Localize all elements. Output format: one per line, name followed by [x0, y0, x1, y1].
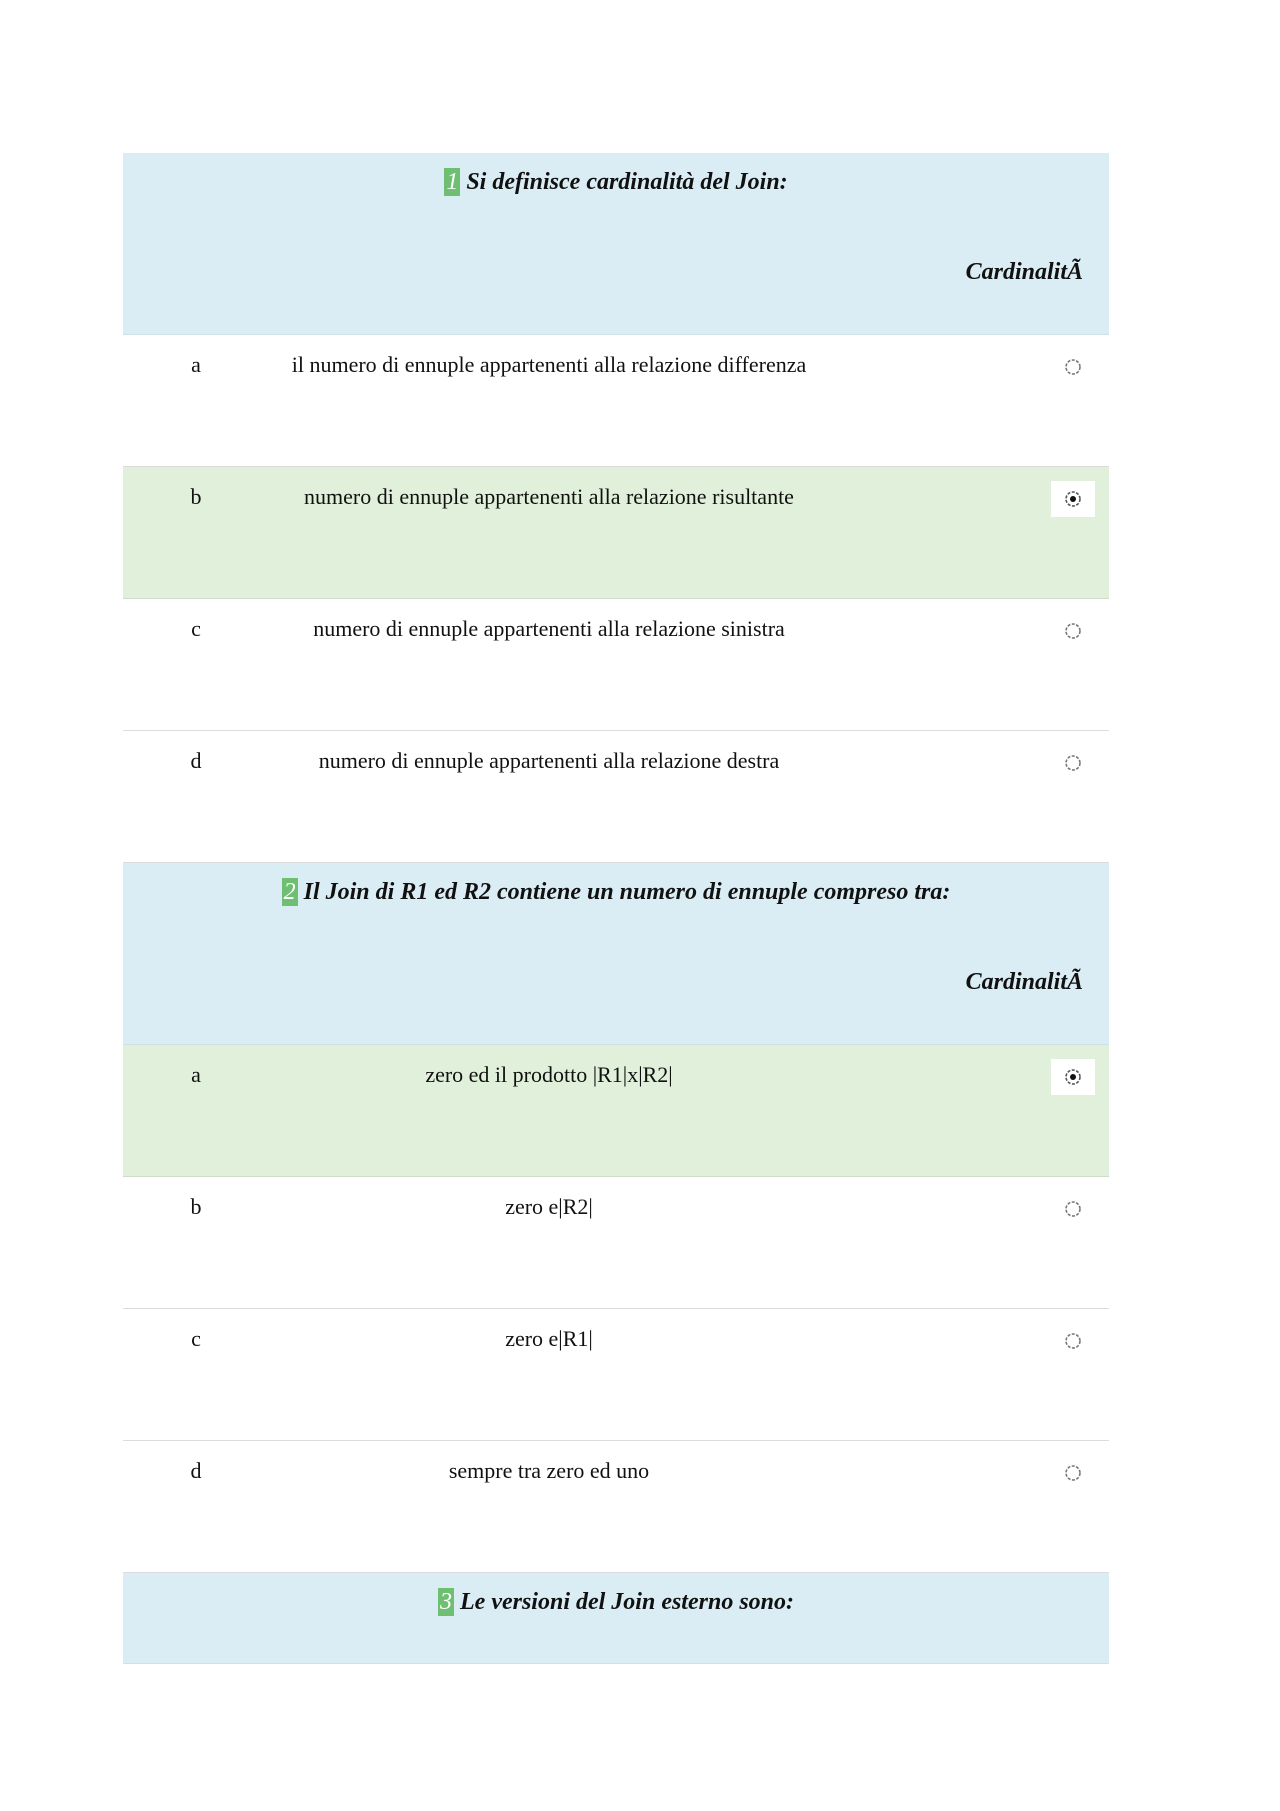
answer-letter: c — [191, 1326, 201, 1351]
column-label: CardinalitÃ — [965, 969, 1083, 995]
question-number-badge: 2 — [283, 879, 296, 905]
answer-letter: c — [191, 616, 201, 641]
answer-row[interactable] — [123, 1441, 1109, 1573]
answer-letter: b — [190, 484, 202, 509]
answer-letter: b — [190, 1194, 202, 1219]
answer-text: zero e|R1| — [505, 1326, 593, 1351]
answer-text: numero di ennuple appartenenti alla relazione risultante — [304, 484, 794, 509]
radio-unselected-icon[interactable] — [1051, 745, 1095, 781]
question-number-badge: 3 — [440, 1589, 452, 1615]
question-number-badge: 1 — [446, 169, 459, 195]
question-title — [123, 168, 1109, 196]
radio-selected-icon[interactable] — [1051, 1059, 1095, 1095]
radio-unselected-icon[interactable] — [1051, 349, 1095, 385]
answer-text: zero e|R2| — [505, 1194, 593, 1219]
radio-unselected-icon[interactable] — [1051, 1191, 1095, 1227]
question-text: Il Join di R1 ed R2 contiene un numero di ennuple compreso tra: — [303, 879, 951, 905]
answer-text: zero ed il prodotto |R1|x|R2| — [425, 1062, 673, 1087]
question-header-2 — [123, 863, 1109, 1045]
answer-letter: a — [191, 352, 201, 377]
radio-selected-icon[interactable] — [1051, 481, 1095, 517]
answer-row[interactable] — [123, 599, 1109, 731]
question-header-3 — [123, 1573, 1109, 1664]
question-text: Si definisce cardinalità del Join: — [466, 169, 788, 195]
answer-row[interactable] — [123, 335, 1109, 467]
answer-text: numero di ennuple appartenenti alla relazione destra — [318, 748, 780, 773]
column-label: CardinalitÃ — [965, 259, 1083, 285]
answer-letter: a — [191, 1062, 201, 1087]
answer-text: sempre tra zero ed uno — [448, 1458, 650, 1483]
answer-letter: d — [190, 748, 202, 773]
answer-row-correct[interactable] — [123, 1045, 1109, 1177]
answer-row[interactable] — [123, 1309, 1109, 1441]
answer-row-correct[interactable] — [123, 467, 1109, 599]
answer-letter: d — [190, 1458, 202, 1483]
quiz — [123, 153, 1109, 1664]
question-header-1 — [123, 153, 1109, 335]
answer-text: il numero di ennuple appartenenti alla relazione differenza — [291, 352, 807, 377]
radio-unselected-icon[interactable] — [1051, 1455, 1095, 1491]
radio-unselected-icon[interactable] — [1051, 613, 1095, 649]
answer-text: numero di ennuple appartenenti alla relazione sinistra — [313, 616, 785, 641]
radio-unselected-icon[interactable] — [1051, 1323, 1095, 1359]
answer-row[interactable] — [123, 731, 1109, 863]
question-title — [123, 878, 1109, 906]
answer-row[interactable] — [123, 1177, 1109, 1309]
question-text: Le versioni del Join esterno sono: — [460, 1589, 794, 1615]
question-title — [123, 1588, 1109, 1616]
